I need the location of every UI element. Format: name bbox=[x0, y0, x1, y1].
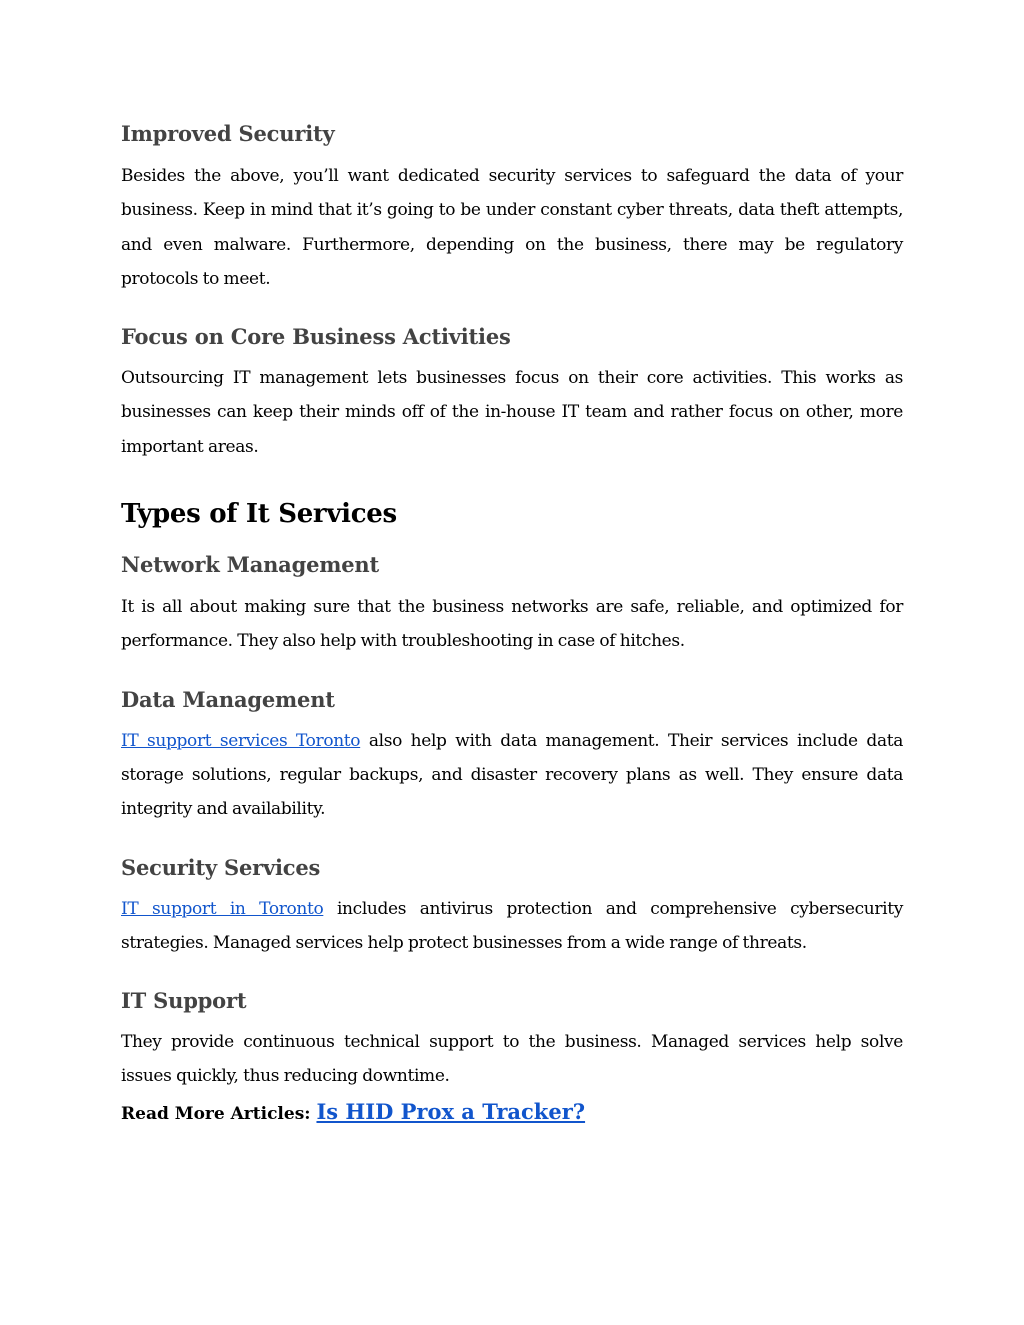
document-page bbox=[121, 115, 903, 1132]
heading-it-support: IT Support bbox=[121, 988, 247, 1014]
paragraph-security-services bbox=[121, 892, 903, 961]
heading-focus-core: Focus on Core Business Activities bbox=[121, 324, 511, 350]
section-types-title bbox=[121, 494, 903, 534]
heading-network-management: Network Management bbox=[121, 552, 379, 578]
text-security-services-body: includes antivirus protection and comprehensive cybersecurity strategies. Managed services help protect businesses from a wide range of threats. bbox=[121, 898, 903, 953]
paragraph-improved-security: Besides the above, you’ll want dedicated security services to safeguard the data of your business. Keep in mind that it’s going to be under constant cyber threats, data theft attempts, and even malware. Furthermore, depending on the business, there may be regulatory protocols to meet. bbox=[121, 166, 903, 289]
paragraph-it-support: They provide continuous technical support to the business. Managed services help solve issues quickly, thus reducing downtime. bbox=[121, 1032, 903, 1087]
heading-security-services: Security Services bbox=[121, 854, 321, 880]
paragraph-network-management: It is all about making sure that the business networks are safe, reliable, and optimized for performance. They also help with troubleshooting in case of hitches. bbox=[121, 597, 903, 652]
heading-improved-security: Improved Security bbox=[121, 121, 335, 146]
link-it-support-services-toronto[interactable]: IT support services Toronto bbox=[121, 730, 361, 751]
link-it-support-in-toronto[interactable]: IT support in Toronto bbox=[121, 898, 324, 919]
paragraph-focus-core: Outsourcing IT management lets businesses focus on their core activities. This works as businesses can keep their minds off of the in-house IT team and rather focus on other, more important areas. bbox=[121, 368, 903, 457]
paragraph-data-management bbox=[121, 724, 903, 827]
text-data-management-body: also help with data management. Their services include data storage solutions, regular backups, and disaster recovery plans as well. They ensure data integrity and availability. bbox=[121, 730, 903, 820]
read-more-line bbox=[121, 1094, 903, 1132]
section-security-services bbox=[121, 849, 903, 961]
read-more-link[interactable]: Is HID Prox a Tracker? bbox=[316, 1098, 586, 1124]
section-improved-security bbox=[121, 115, 903, 296]
heading-types-of-it-services: Types of It Services bbox=[121, 499, 397, 530]
heading-data-management: Data Management bbox=[121, 686, 335, 712]
section-focus-core bbox=[121, 318, 903, 464]
section-data-management bbox=[121, 681, 903, 827]
section-it-support bbox=[121, 982, 903, 1094]
read-more-label: Read More Articles: bbox=[121, 1103, 317, 1124]
section-network-management bbox=[121, 546, 903, 659]
